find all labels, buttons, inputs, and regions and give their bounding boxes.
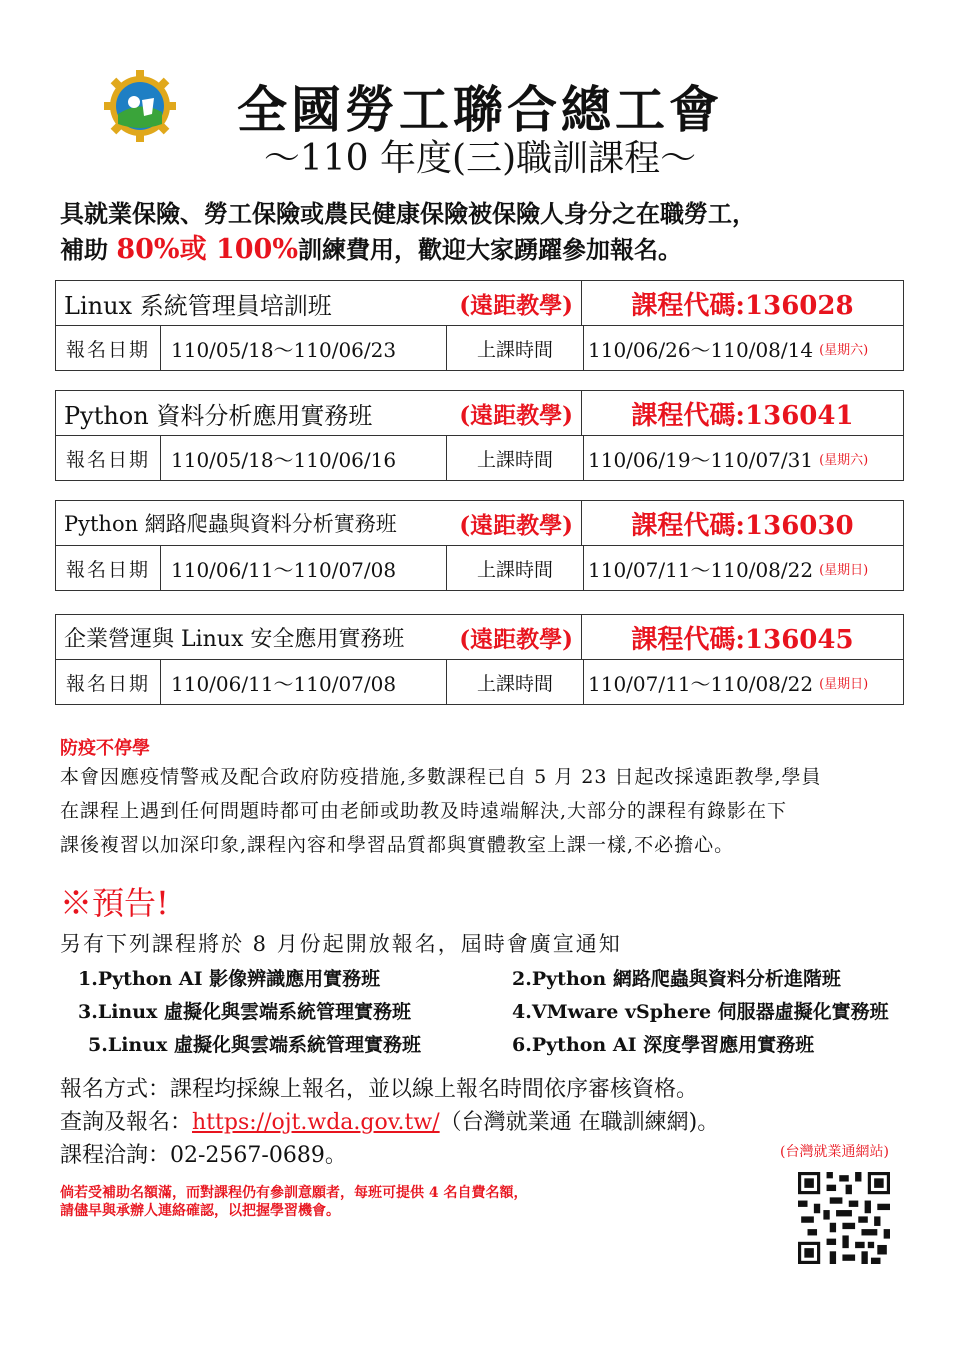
subsidy-highlight: 80%或 100% [116,234,299,265]
qr-code-icon[interactable] [798,1172,890,1264]
remote-badge: (遠距教學) [459,511,573,539]
footnote-line-2: 請儘早與承辦人連絡確認，以把握學習機會。 [60,1203,340,1219]
course-table-4 [55,614,904,705]
class-day: (星期六) [819,342,869,358]
notice-title: ※預告! [60,884,169,922]
epidemic-line-2: 在課程上遇到任何問題時都可由老師或助教及時遠端解決,大部分的課程有錄影在下 [60,800,788,822]
page-title: 全國勞工聯合總工會 [237,80,723,139]
reg-date-label: 報名日期 [56,326,161,370]
reg-date-label: 報名日期 [56,546,161,590]
course-code: 課程代碼:136030 [631,510,854,541]
course-name: 企業營運與 Linux 安全應用實務班 [64,626,405,652]
course-name-cell [56,501,582,545]
class-time-cell [584,660,903,704]
class-time-label: 上課時間 [447,326,584,370]
reg-date-value: 110/06/11～110/07/08 [161,660,447,704]
reg-date-label: 報名日期 [56,436,161,480]
course-table-3 [55,500,904,591]
contact-info [60,1073,719,1172]
class-time-value: 110/07/11～110/08/22 [588,671,814,696]
course-name-cell [56,391,582,435]
list-item: 1.Python AI 影像辨識應用實務班 [78,968,381,990]
intro-text [60,196,756,268]
qr-caption: (台灣就業通網站) [780,1144,889,1160]
course-name: Python 資料分析應用實務班 [64,401,373,430]
reg-date-value: 110/06/11～110/07/08 [161,546,447,590]
remote-badge: (遠距教學) [459,625,573,653]
course-code: 課程代碼:136045 [631,624,854,655]
class-day: (星期日) [819,676,869,692]
course-name-cell [56,281,582,325]
class-time-label: 上課時間 [447,660,584,704]
course-code: 課程代碼:136041 [631,400,854,431]
list-item: 3.Linux 虛擬化與雲端系統管理實務班 [78,1001,411,1023]
list-item: 5.Linux 虛擬化與雲端系統管理實務班 [88,1034,421,1056]
class-time-value: 110/06/19～110/07/31 [588,447,814,472]
page-subtitle: ～110 年度(三)職訓課程～ [263,138,697,179]
course-name-cell [56,615,582,659]
intro-suffix: 訓練費用，歡迎大家踴躍參加報名。 [298,235,683,264]
phone-line: 課程洽詢：02-2567-0689。 [60,1143,347,1168]
epidemic-line-3: 課後複習以加深印象,課程內容和學習品質都與實體教室上課一樣,不必擔心。 [60,834,735,856]
reg-date-value: 110/05/18～110/06/16 [161,436,447,480]
list-item: 2.Python 網路爬蟲與資料分析進階班 [512,968,841,990]
class-day: (星期六) [819,452,869,468]
class-time-cell [584,326,903,370]
remote-badge: (遠距教學) [459,401,573,429]
epidemic-title: 防疫不停學 [60,738,150,759]
course-name: Python 網路爬蟲與資料分析實務班 [64,512,397,536]
intro-prefix: 補助 [60,235,117,264]
course-code: 課程代碼:136028 [631,290,854,321]
intro-line-1: 具就業保險、勞工保險或農民健康保險被保險人身分之在職勞工， [60,199,756,228]
class-day: (星期日) [819,562,869,578]
signup-method: 報名方式：課程均採線上報名，並以線上報名時間依序審核資格。 [60,1077,699,1102]
intro-line-2 [60,232,756,268]
query-suffix: （台灣就業通 在職訓練網)。 [439,1110,720,1135]
list-item: 4.VMware vSphere 伺服器虛擬化實務班 [512,1001,889,1023]
class-time-value: 110/07/11～110/08/22 [588,557,814,582]
signup-link[interactable]: https://ojt.wda.gov.tw/ [192,1110,440,1135]
query-prefix: 查詢及報名： [60,1110,193,1135]
class-time-label: 上課時間 [447,546,584,590]
epidemic-text [60,760,900,862]
class-time-label: 上課時間 [447,436,584,480]
class-time-value: 110/06/26～110/08/14 [588,337,814,362]
reg-date-label: 報名日期 [56,660,161,704]
reg-date-value: 110/05/18～110/06/23 [161,326,447,370]
course-table-1 [55,280,904,371]
query-line [60,1106,719,1139]
remote-badge: (遠距教學) [459,291,573,319]
class-time-cell [584,436,903,480]
upcoming-text: 另有下列課程將於 8 月份起開放報名，屆時會廣宣通知 [60,932,622,956]
course-name: Linux 系統管理員培訓班 [64,291,332,320]
class-time-cell [584,546,903,590]
footnote-line-1: 倘若受補助名額滿，而對課程仍有參訓意願者，每班可提供 4 名自費名額， [60,1185,528,1201]
epidemic-line-1: 本會因應疫情警戒及配合政府防疫措施,多數課程已自 5 月 23 日起改採遠距教學,學員 [60,766,822,788]
course-table-2 [55,390,904,481]
list-item: 6.Python AI 深度學習應用實務班 [512,1034,815,1056]
